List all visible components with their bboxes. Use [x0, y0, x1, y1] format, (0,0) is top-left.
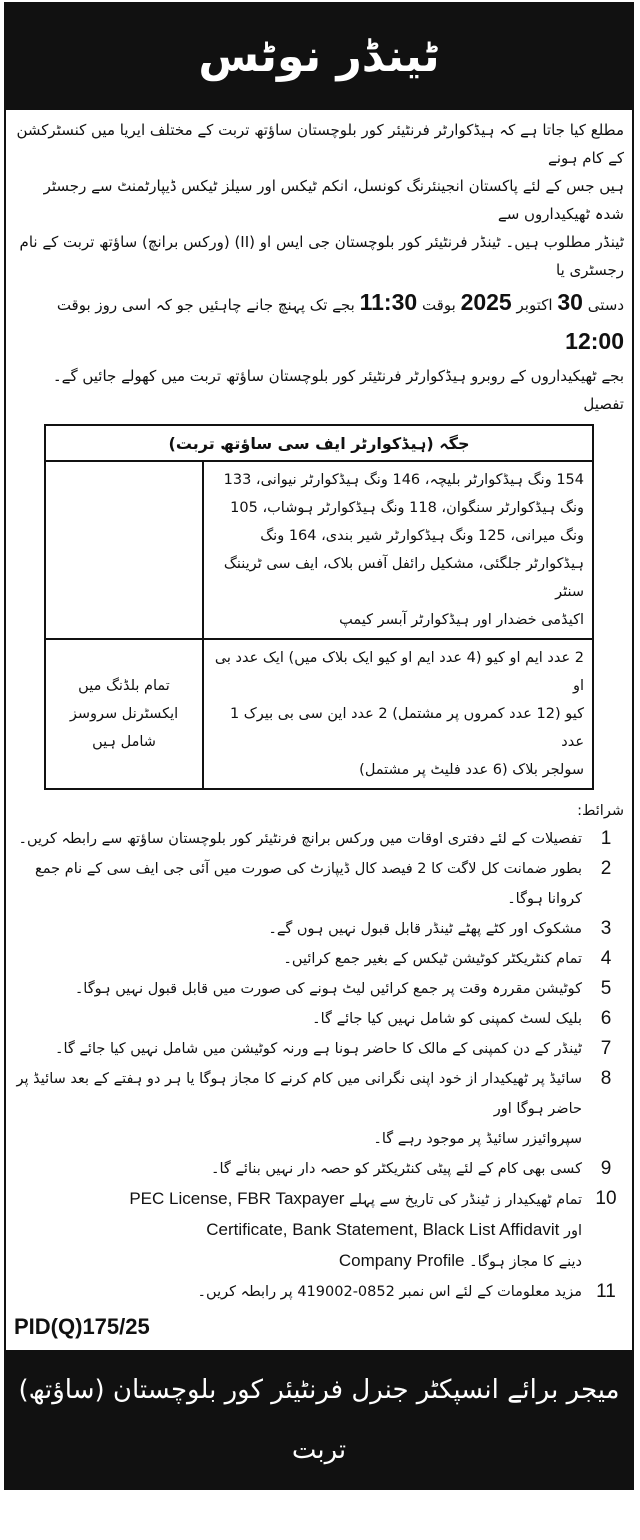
- condition-text: [14, 914, 588, 944]
- condition-number: 8: [600, 1068, 612, 1089]
- intro-paragraph: [14, 116, 624, 418]
- text: دستی: [587, 296, 624, 314]
- details-label: تفصیل: [583, 395, 624, 413]
- condition-item: [14, 1004, 624, 1034]
- deadline-year: 2025: [460, 289, 512, 315]
- intro-line: ٹینڈر مطلوب ہیں۔ ٹینڈر فرنٹیئر کور بلوچستان جی ایس او (II) (ورکس برانچ) ساؤتھ تربت کے نام رجسٹری یا: [19, 233, 624, 279]
- condition-number: 7: [600, 1038, 612, 1059]
- condition-number: 3: [600, 918, 612, 939]
- opening-time: 12:00: [565, 328, 624, 354]
- text: بجے تک پہنچ جانے چاہئیں جو کہ اسی روز بوقت: [56, 296, 355, 314]
- intro-line: مطلع کیا جاتا ہے کہ ہیڈکوارٹر فرنٹیئر کور بلوچستان ساؤتھ تربت کے مختلف ایریا میں کنسٹرکشن کے کام ہونے: [16, 121, 624, 167]
- condition-line: بلیک لسٹ کمپنی کو شامل نہیں کیا جائے گا۔: [312, 1011, 582, 1027]
- intro-line: ہیں جس کے لئے پاکستان انجینئرنگ کونسل، انکم ٹیکس اور سیلز ٹیکس ڈیپارٹمنٹ سے رجسٹر شدہ ٹھیکیداروں سے: [43, 177, 624, 223]
- condition-number: 10: [595, 1188, 617, 1209]
- notice-title: ٹینڈر نوٹس: [4, 2, 634, 110]
- condition-line: ٹینڈر کے دن کمپنی کے مالک کا حاضر ہونا ہے ورنہ کوٹیشن میں شامل نہیں کیا جائے گا۔: [55, 1041, 582, 1057]
- pid-number: PID(Q)175/25: [14, 1314, 150, 1339]
- condition-line: [14, 1215, 582, 1246]
- table-row: [45, 639, 593, 789]
- condition-text: [14, 1184, 588, 1277]
- conditions-title: شرائط:: [577, 803, 624, 819]
- condition-text: [14, 854, 588, 914]
- cell-line: اکیڈمی خضدار اور ہیڈکوارٹر آبسر کیمپ: [339, 612, 584, 628]
- conditions-list: [14, 798, 624, 1307]
- condition-number: 9: [600, 1158, 612, 1179]
- location-cell: [203, 639, 593, 789]
- condition-item: [14, 914, 624, 944]
- condition-item: [14, 1034, 624, 1064]
- condition-text: [14, 824, 588, 854]
- cell-line: ہیڈکوارٹر جلگئی، مشکیل رائفل آفس بلاک، ایف سی ٹریننگ سنٹر: [223, 556, 584, 600]
- table-row: [45, 461, 593, 639]
- condition-item: [14, 854, 624, 914]
- condition-number: 1: [600, 828, 612, 849]
- condition-item: [14, 1154, 624, 1184]
- condition-segment: تمام ٹھیکیدار ز ٹینڈر کی تاریخ سے پہلے: [349, 1192, 582, 1208]
- locations-table: [44, 424, 594, 790]
- notice-body: [14, 116, 624, 1343]
- condition-segment: اور: [563, 1223, 582, 1239]
- condition-item: [14, 1184, 624, 1277]
- condition-text: [14, 1034, 588, 1064]
- text: بوقت: [421, 296, 456, 314]
- remark-cell: تمام بلڈنگ میں ایکسٹرنل سروسز شامل ہیں: [45, 639, 203, 789]
- condition-text: [14, 1277, 588, 1307]
- condition-text: [14, 1154, 588, 1184]
- cell-line: ونگ میرانی، 125 ونگ ہیڈکوارٹر شیر بندی، 164 ونگ: [260, 528, 584, 544]
- deadline-time: 11:30: [359, 289, 418, 315]
- condition-line: تفصیلات کے لئے دفتری اوقات میں ورکس برانچ فرنٹیئر کور بلوچستان ساؤتھ سے رابطہ کریں۔: [18, 831, 582, 847]
- condition-line: سائیڈ پر ٹھیکیدار از خود اپنی نگرانی میں کام کرنے کا مجاز ہوگا یا ہر دو ہفتے کے بعد سائیڈ پر حاضر ہوگا اور: [16, 1071, 582, 1117]
- condition-item: [14, 824, 624, 854]
- condition-number: 2: [600, 858, 612, 879]
- condition-number: 4: [600, 948, 612, 969]
- remark-cell: [45, 461, 203, 639]
- condition-item: [14, 1277, 624, 1307]
- cell-line: 2 عدد ایم او کیو (4 عدد ایم او کیو ایک بلاک میں) ایک عدد بی او: [214, 650, 584, 694]
- condition-line: سپروائیزر سائیڈ پر موجود رہے گا۔: [373, 1131, 582, 1147]
- condition-line: کوٹیشن مقررہ وقت پر جمع کرائیں لیٹ ہونے کی صورت میں قابل قبول نہیں ہوگا۔: [74, 981, 582, 997]
- condition-text: [14, 1004, 588, 1034]
- condition-segment: PEC License, FBR Taxpayer: [129, 1189, 345, 1208]
- condition-line: بطور ضمانت کل لاگت کا 2 فیصد کال ڈیپازٹ کی صورت میں آئی جی ایف سی کے نام جمع کروانا ہوگا۔: [35, 861, 582, 907]
- condition-segment: دینے کا مجاز ہوگا۔: [469, 1254, 582, 1270]
- condition-item: [14, 944, 624, 974]
- deadline-day: 30: [557, 289, 583, 315]
- cell-line: کیو (12 عدد کمروں پر مشتمل) 2 عدد این سی بی بیرک 1 عدد: [229, 706, 584, 750]
- table-header: جگہ (ہیڈکوارٹر ایف سی ساؤتھ تربت): [45, 425, 593, 461]
- cell-line: سولجر بلاک (6 عدد فلیٹ پر مشتمل): [359, 762, 584, 778]
- signature-block: [4, 1350, 634, 1525]
- condition-number: 6: [600, 1008, 612, 1029]
- deadline-line: [14, 284, 624, 362]
- condition-item: [14, 974, 624, 1004]
- condition-line: کسی بھی کام کے لئے پیٹی کنٹریکٹر کو حصہ دار نہیں بنائے گا۔: [210, 1161, 582, 1177]
- cell-line: ونگ ہیڈکوارٹر سنگوان، 118 ونگ ہیڈکوارٹر ہوشاب، 105: [230, 500, 584, 516]
- condition-segment: Certificate, Bank Statement, Black List Affidavit: [206, 1220, 560, 1239]
- condition-line: مزید معلومات کے لئے اس نمبر 0852-419002 پر رابطہ کریں۔: [197, 1284, 582, 1300]
- condition-number: 5: [600, 978, 612, 999]
- condition-text: [14, 974, 588, 1004]
- intro-line: بجے ٹھیکیداروں کے روبرو ہیڈکوارٹر فرنٹیئر کور بلوچستان ساؤتھ تربت میں کھولے جائیں گے۔: [52, 367, 624, 385]
- condition-line: [14, 1246, 582, 1277]
- condition-text: [14, 944, 588, 974]
- condition-line: [14, 1184, 582, 1215]
- signatory-title: میجر برائے انسپکٹر جنرل فرنٹیئر کور بلوچستان (ساؤتھ) تربت: [18, 1375, 620, 1465]
- signatory-name: (محمد شعیب خان): [215, 1495, 423, 1525]
- condition-text: [14, 1064, 588, 1154]
- condition-number: 11: [596, 1281, 616, 1302]
- text: اکتوبر: [516, 296, 553, 314]
- condition-item: [14, 1064, 624, 1154]
- condition-segment: Company Profile: [338, 1251, 465, 1270]
- cell-line: 154 ونگ ہیڈکوارٹر بلیچہ، 146 ونگ ہیڈکوارٹر نیوانی، 133: [223, 472, 584, 488]
- condition-line: مشکوک اور کٹے پھٹے ٹینڈر قابل قبول نہیں ہوں گے۔: [268, 921, 582, 937]
- condition-line: تمام کنٹریکٹر کوٹیشن ٹیکس کے بغیر جمع کرائیں۔: [283, 951, 582, 967]
- location-cell: [203, 461, 593, 639]
